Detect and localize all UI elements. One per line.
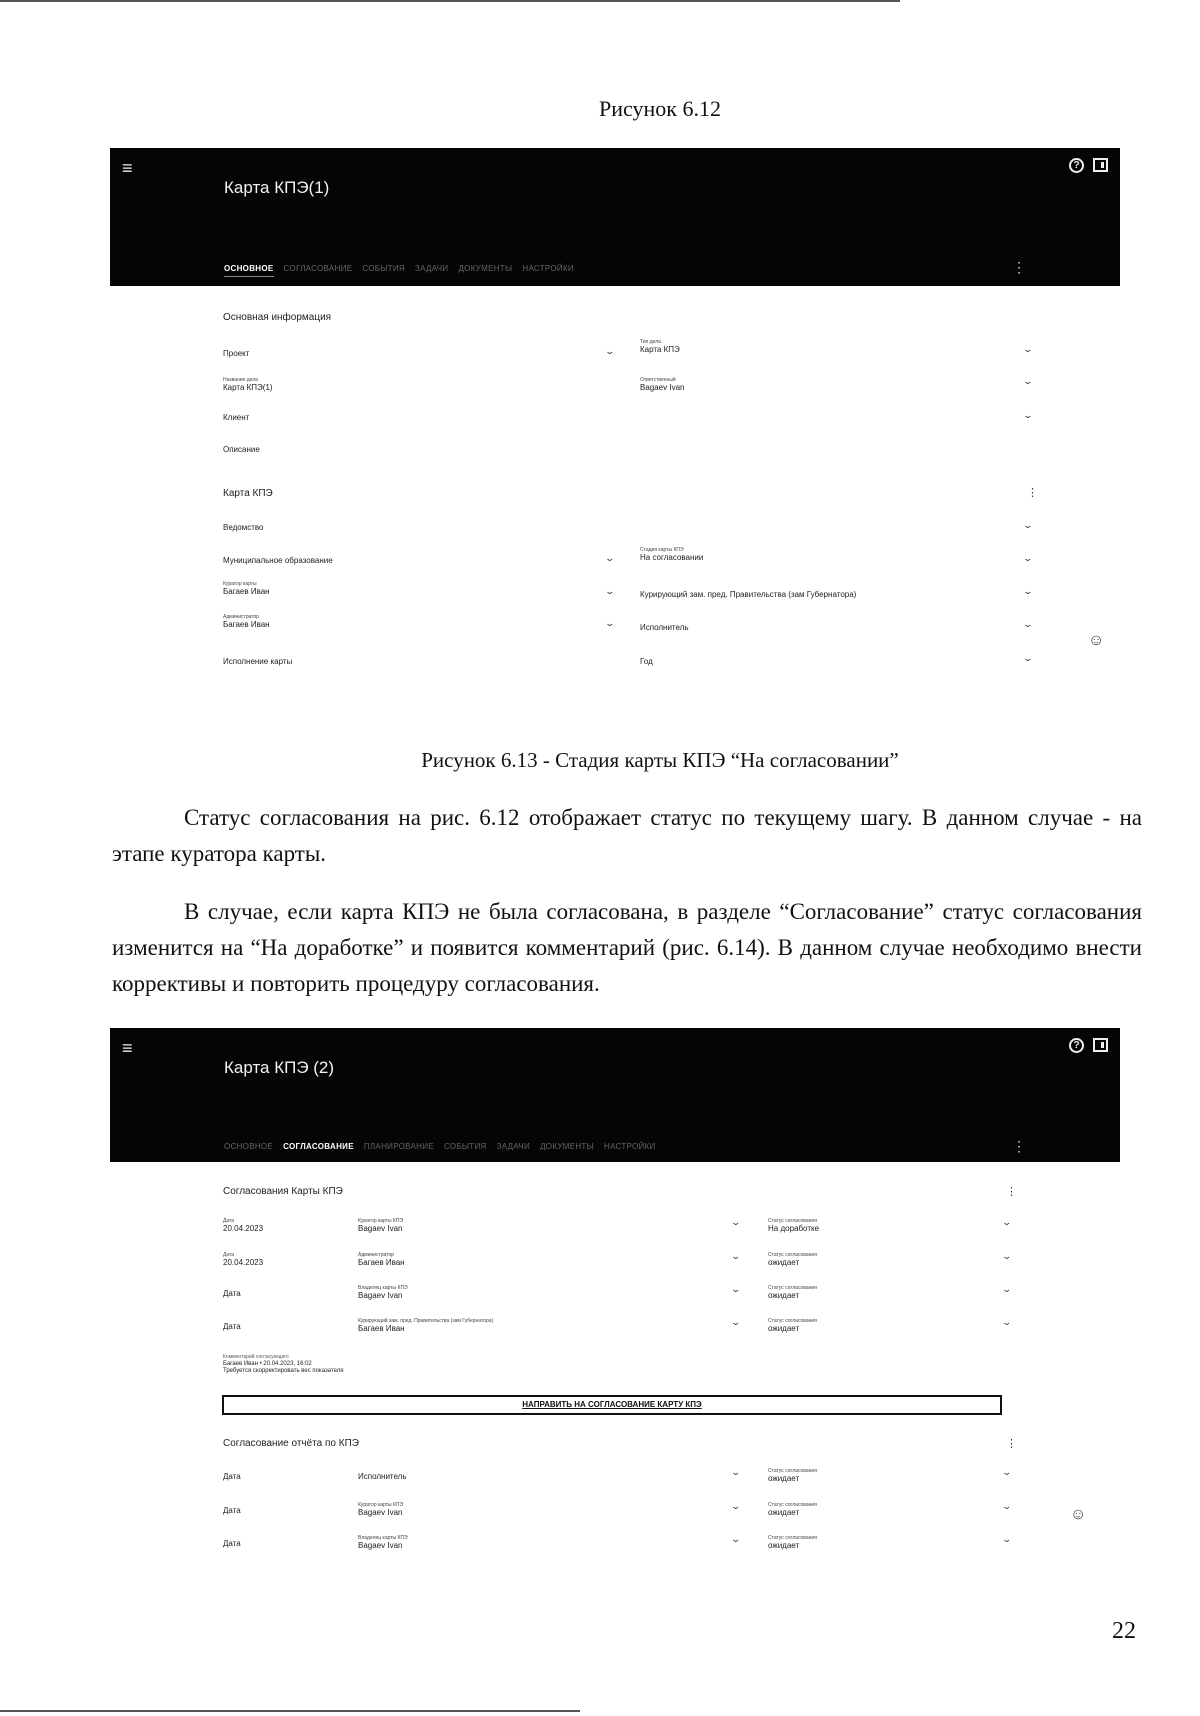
deputy-governor-field[interactable]: Курирующий зам. пред. Правительства (зам Губернатора) [640,590,857,599]
handwritten-mark-icon: ☺ [1070,1506,1087,1523]
help-circle-icon[interactable]: ? [1069,1038,1084,1053]
deal-type-field[interactable]: Тип дела Карта КПЭ [640,339,680,354]
more-vertical-icon[interactable]: ⋮ [1012,259,1026,275]
comment-header: Комментарий согласующего [223,1354,289,1360]
tab-main[interactable]: ОСНОВНОЕ [224,1142,274,1151]
figure-caption-6-12: Рисунок 6.12 [599,96,721,121]
side-panel-icon[interactable] [1093,1038,1108,1052]
chevron-down-icon[interactable]: ⌄ [604,346,616,356]
approval-row: Дата Курирующий зам. пред. Правительства (зам Губернатора) Багаев Иван ⌄ Статус согласования ожидает ⌄ [223,1317,1013,1333]
card-stage-field[interactable]: Стадия карты КПЭ На согласовании [640,547,704,562]
client-field[interactable]: Клиент [223,413,250,422]
page-title: Карта КПЭ(1) [224,178,330,197]
chevron-down-icon[interactable]: ⌄ [730,1467,742,1477]
chevron-down-icon[interactable]: ⌄ [1001,1501,1013,1511]
tab-tasks[interactable]: ЗАДАЧИ [415,264,449,273]
more-vertical-icon[interactable]: ⋮ [1027,487,1038,499]
section-title-main-info: Основная информация [223,312,332,323]
chevron-down-icon[interactable]: ⌄ [730,1317,742,1327]
chevron-down-icon[interactable]: ⌄ [604,618,616,628]
tab-settings[interactable]: НАСТРОЙКИ [604,1142,656,1151]
chevron-down-icon[interactable]: ⌄ [1001,1217,1013,1227]
municipality-field[interactable]: Муниципальное образование [223,556,333,565]
department-field[interactable]: Ведомство [223,523,264,532]
chevron-down-icon[interactable]: ⌄ [1001,1284,1013,1294]
chevron-down-icon[interactable]: ⌄ [1022,344,1034,354]
chevron-down-icon[interactable]: ⌄ [1022,619,1034,629]
tab-bar [224,264,574,277]
tab-documents[interactable]: ДОКУМЕНТЫ [540,1142,594,1151]
scan-border-bottom [0,1710,580,1712]
tab-tasks[interactable]: ЗАДАЧИ [496,1142,531,1151]
screenshot-kpi-card-1 [110,148,1120,718]
deal-name-field[interactable]: Название дела Карта КПЭ(1) [223,377,273,392]
page-number: 22 [1112,1618,1136,1644]
chevron-down-icon[interactable]: ⌄ [1022,653,1034,663]
report-approval-row: Дата Владелец карты КПЭ Bagaev Ivan ⌄ Статус согласования ожидает ⌄ [223,1534,1013,1550]
tab-events[interactable]: СОБЫТИЯ [443,1142,487,1151]
section-title-report-approval: Согласование отчёта по КПЭ [223,1438,359,1449]
handwritten-mark-icon: ☺ [1088,632,1105,649]
scan-border-top [0,0,900,2]
chevron-down-icon[interactable]: ⌄ [1001,1317,1013,1327]
approval-row: Дата 20.04.2023 Куратор карты КПЭ Bagaev Ivan ⌄ Статус согласования На доработке ⌄ [223,1217,1013,1233]
app-bar [110,148,1120,286]
tab-planning[interactable]: ПЛАНИРОВАНИЕ [363,1142,434,1151]
app-bar [110,1028,1120,1162]
tab-documents[interactable]: ДОКУМЕНТЫ [458,264,513,273]
chevron-down-icon[interactable]: ⌄ [604,586,616,596]
screenshot-kpi-card-2 [110,1028,1120,1598]
hamburger-menu-icon[interactable]: ≡ [122,1038,133,1058]
send-for-approval-button[interactable]: НАПРАВИТЬ НА СОГЛАСОВАНИЕ КАРТУ КПЭ [222,1395,1002,1415]
chevron-down-icon[interactable]: ⌄ [1001,1251,1013,1261]
curator-field[interactable]: Куратор карты Багаев Иван [223,581,270,596]
hamburger-menu-icon[interactable]: ≡ [122,158,133,178]
tab-approval[interactable]: СОГЛАСОВАНИЕ [283,1142,354,1151]
comment-text: Требуется скорректировать вес показателя [223,1368,344,1375]
chevron-down-icon[interactable]: ⌄ [730,1534,742,1544]
chevron-down-icon[interactable]: ⌄ [730,1284,742,1294]
tab-main[interactable]: ОСНОВНОЕ [224,264,274,277]
approval-row: Дата 20.04.2023 Администратор Багаев Иван ⌄ Статус согласования ожидает ⌄ [223,1251,1013,1267]
chevron-down-icon[interactable]: ⌄ [730,1501,742,1511]
responsible-field[interactable]: Ответственный Bagaev Ivan [640,377,685,392]
chevron-down-icon[interactable]: ⌄ [1001,1467,1013,1477]
more-vertical-icon[interactable]: ⋮ [1012,1138,1026,1154]
page-title: Карта КПЭ (2) [224,1058,335,1077]
chevron-down-icon[interactable]: ⌄ [1022,586,1034,596]
approval-row: Дата Владелец карты КПЭ Bagaev Ivan ⌄ Статус согласования ожидает ⌄ [223,1284,1013,1300]
comment-author: Багаев Иван • 20.04.2023, 16:02 [223,1360,312,1367]
tab-approval[interactable]: СОГЛАСОВАНИЕ [283,264,353,273]
help-circle-icon[interactable]: ? [1069,158,1084,173]
figure-caption-6-13: Рисунок 6.13 - Стадия карты КПЭ “На согласовании” [421,748,899,772]
section-title-kpi-card: Карта КПЭ [223,488,273,499]
report-approval-row: Дата Куратор карты КПЭ Bagaev Ivan ⌄ Статус согласования ожидает ⌄ [223,1501,1013,1517]
paragraph-status-description: Статус согласования на рис. 6.12 отображает статус по текущему шагу. В данном случае - на этапе куратора карты. [112,805,1142,866]
year-field[interactable]: Год [640,657,653,666]
description-field[interactable]: Описание [223,445,260,454]
more-vertical-icon[interactable]: ⋮ [1006,1438,1017,1450]
report-approval-row: Дата Исполнитель ⌄ Статус согласования ожидает ⌄ [223,1467,1013,1483]
chevron-down-icon[interactable]: ⌄ [1022,376,1034,386]
executor-field[interactable]: Исполнитель [640,623,689,632]
chevron-down-icon[interactable]: ⌄ [1022,520,1034,530]
tab-settings[interactable]: НАСТРОЙКИ [522,264,574,273]
project-field[interactable]: Проект [223,349,250,358]
chevron-down-icon[interactable]: ⌄ [730,1217,742,1227]
tab-bar [224,1142,656,1151]
tab-events[interactable]: СОБЫТИЯ [362,264,405,273]
section-title-card-approvals: Согласования Карты КПЭ [223,1186,343,1197]
approver-comment [223,1354,344,1376]
chevron-down-icon[interactable]: ⌄ [1022,410,1034,420]
side-panel-icon[interactable] [1093,158,1108,172]
chevron-down-icon[interactable]: ⌄ [1001,1534,1013,1544]
card-execution-field[interactable]: Исполнение карты [223,657,293,666]
chevron-down-icon[interactable]: ⌄ [1022,553,1034,563]
administrator-field[interactable]: Администратор Багаев Иван [223,614,270,629]
paragraph-rework-description: В случае, если карта КПЭ не была согласована, в разделе “Согласование” статус согласования изменится на “На доработке” и появится комментарий (рис. 6.14). В данном случае необходимо внести коррективы и повторить процедуру согласования. [112,899,1142,996]
chevron-down-icon[interactable]: ⌄ [604,553,616,563]
chevron-down-icon[interactable]: ⌄ [730,1251,742,1261]
more-vertical-icon[interactable]: ⋮ [1006,1186,1017,1198]
